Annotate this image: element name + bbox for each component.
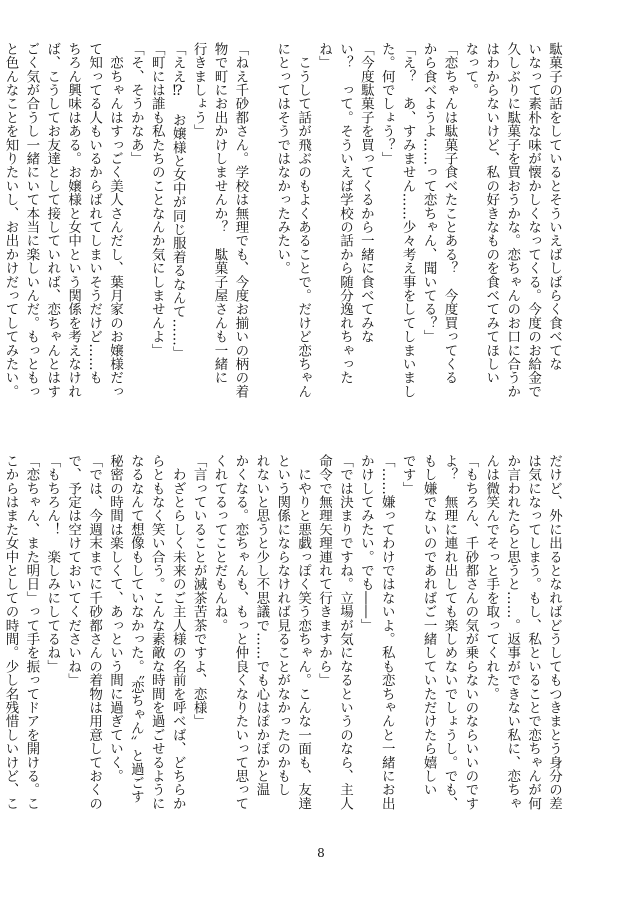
top-line: ね」 xyxy=(316,42,333,70)
bottom-line: です」 xyxy=(399,454,416,496)
top-line: 「ええ⁉ お嬢様と女中が同じ服着るなんて……」 xyxy=(169,42,186,360)
bottom-line: わざとらしく未来のご主人様の名前を呼べば、どちらか xyxy=(169,454,186,811)
upper-text-block xyxy=(2,42,564,414)
lower-text-block xyxy=(2,454,564,828)
top-line: 行きましょう」 xyxy=(190,42,207,138)
top-line: 「ねえ千砂都さん。学校は無理でも、今度お揃いの柄の着 xyxy=(232,42,249,399)
top-line xyxy=(250,42,271,414)
top-line: ちろん興味はある。お嬢様と女中という関係を考えなけれ xyxy=(65,42,82,399)
page-number: 8 xyxy=(317,846,325,860)
bottom-line: という関係にならなければ見ることがなかったのかもし xyxy=(274,454,291,797)
bottom-line: 「もちろん、千砂都さんの気が乗らないのならいいのです xyxy=(462,454,479,811)
top-line: から食べようよ……って恋ちゃん、聞いてる？」 xyxy=(420,42,437,344)
top-line: て知ってる人もいるからばれてしまいそうだけど……も xyxy=(86,42,103,385)
bottom-line: 命令で無理矢理連れて行きますから」 xyxy=(316,454,333,687)
bottom-line: か言われたらと思うと……。返事ができない私に、恋ちゃ xyxy=(504,454,521,811)
top-line: 恋ちゃんはすっごく美人さんだし、葉月家のお嬢様だっ xyxy=(106,42,123,399)
bottom-line: もし嫌でないのであればご一緒していただけたら嬉しい xyxy=(420,454,437,797)
top-line: 「え？ あ、すみません……少々考え事をしてしまいまし xyxy=(399,42,416,399)
top-line: 物で町にお出かけしませんか？ 駄菓子屋さんも一緒に xyxy=(211,42,228,385)
top-line: こうして話が飛ぶのもよくあることで。だけど恋ちゃん xyxy=(295,42,312,399)
bottom-line: で、予定は空けておいてくださいね」 xyxy=(65,454,82,687)
bottom-line: かくなる。恋ちゃんも、もっと仲良くなりたいって思って xyxy=(232,454,249,811)
bottom-line: よ？ 無理に連れ出しても楽しめないでしょうし。でも、 xyxy=(441,454,458,811)
top-line: 久しぶりに駄菓子を買おうかな。恋ちゃんのお口に合うか xyxy=(504,42,521,399)
bottom-line: くれてるってことだもんね。 xyxy=(211,454,228,633)
bottom-line: 秘密の時間は楽しくて、あっという間に過ぎていく。 xyxy=(106,454,123,783)
bottom-line: 「では決まりですね。立場が気になるというのなら、主人 xyxy=(336,454,353,811)
bottom-line: は気になってしまう。もし、私といることで恋ちゃんが何 xyxy=(525,454,542,811)
top-line: 「町には誰も私たちのことなんか気にしませんよ」 xyxy=(148,42,165,358)
bottom-line: れないと思うと少し不思議で……でも心はぽかぽかと温 xyxy=(253,454,270,797)
top-line: と色んなことを知りたいし、お出かけだってしてみたい。 xyxy=(2,42,19,399)
top-line: なって。 xyxy=(462,42,479,97)
top-line: ば、こうしてお友達として接していれば、恋ちゃんとはす xyxy=(44,42,61,399)
bottom-line: なるなんて想像もしていなかった。〝恋ちゃん〟と過ごす xyxy=(127,454,144,804)
top-line: 「恋ちゃんは駄菓子食べたことある？ 今度買ってくる xyxy=(441,42,458,385)
bottom-line: 「……嫌ってわけではないよ。私も恋ちゃんと一緒にお出 xyxy=(378,454,395,811)
top-line: にとってはそうではなかったみたい。 xyxy=(274,42,291,275)
bottom-line: 「では、今週末までに千砂都さんの着物は用意しておくの xyxy=(86,454,103,811)
bottom-line: かけしてみたい。でも――」 xyxy=(357,454,374,633)
top-line: 「今度駄菓子を買ってくるから一緒に食べてみな xyxy=(357,42,374,344)
top-line: 「そ、そうかなあ」 xyxy=(127,42,144,166)
bottom-line: こからはまた女中としての時間。少し名残惜しいけど、こ xyxy=(2,454,19,811)
top-line: た。何でしょう？」 xyxy=(378,42,395,166)
top-line: い？ って。そういえば学校の話から随分逸れちゃった xyxy=(336,42,353,385)
bottom-line: んは微笑んでそっと手を取ってくれた。 xyxy=(483,454,500,701)
bottom-line: にやりと悪戯っぽく笑う恋ちゃん。こんな一面も、友達 xyxy=(295,454,312,811)
bottom-line: だけど、外に出るとなればどうしてもつきまとう身分の差 xyxy=(546,454,562,811)
bottom-line: 「恋ちゃん、また明日」って手を振ってドアを開ける。こ xyxy=(23,454,40,811)
top-line: 駄菓子の話をしているとそういえばしばらく食べてな xyxy=(546,42,562,371)
top-line: いなって素朴な味が懐かしくなってくる。今度のお給金で xyxy=(525,42,542,399)
bottom-line: らともなく笑い合う。こんな素敵な時間を過ごせるように xyxy=(148,454,165,811)
bottom-line: 「言っていることが滅茶苦茶ですよ、恋様」 xyxy=(190,454,207,728)
top-line: ごく気が合うし一緒にいて本当に楽しいんだ。もっともっ xyxy=(23,42,40,399)
top-line: はわからないけど、私の好きなものを食べてみてほしい xyxy=(483,42,500,385)
bottom-line: 「もちろん！ 楽しみにしてるね」 xyxy=(44,454,61,674)
